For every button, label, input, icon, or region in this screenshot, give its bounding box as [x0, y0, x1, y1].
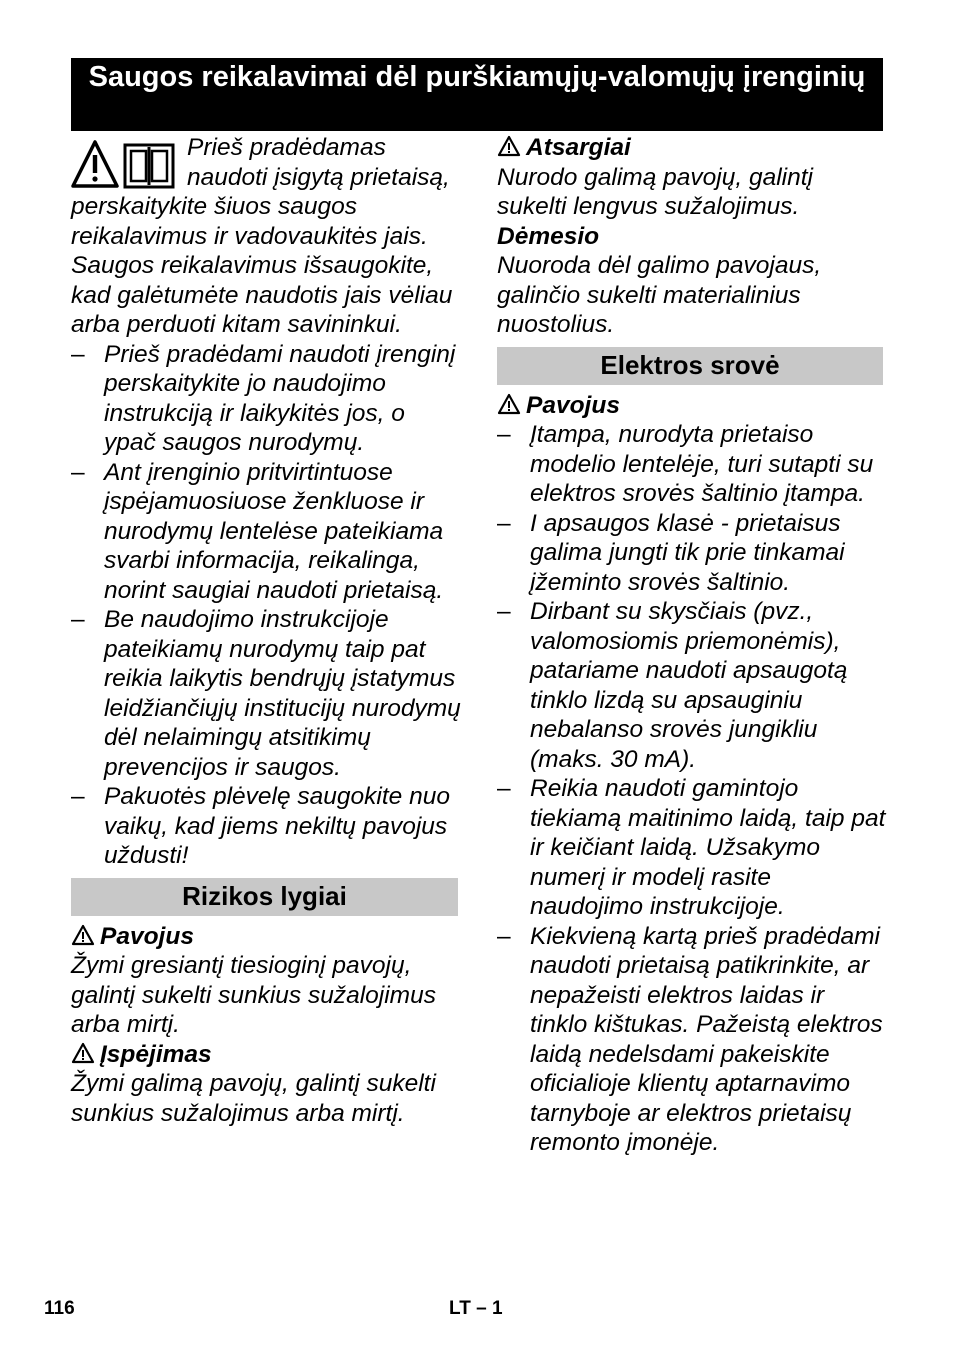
intro-paragraph [71, 133, 461, 340]
left-bullet-list [71, 340, 461, 871]
warning-triangle-icon [497, 393, 521, 415]
electric-current-heading: Elektros srovė [497, 347, 883, 385]
intro-text: Prieš pradėdamas naudoti įsigytą prietaisą, perskaitykite šiuos saugos reikalavimus ir vadovaukitės jais. Saugos reikalavimus išsaugokite, kad galėtumėte naudotis jais vėliau arba perduoti kitam savininkui. [71, 134, 453, 338]
risk-levels-heading: Rizikos lygiai [71, 878, 458, 916]
left-column [71, 133, 461, 1128]
list-item: – Be naudojimo instrukcijoje pateikiamų nurodymų taip pat reikia laikytis bendrųjų įstatymus leidžiančiųjų institucijų nurodymų dėl nelaimingų atsitikimų prevencijos ir saugos. [71, 605, 461, 782]
danger-label [71, 922, 461, 952]
warning-triangle-icon [71, 1042, 95, 1064]
danger-label-text: Pavojus [526, 391, 620, 419]
attention-label: Dėmesio [497, 222, 600, 250]
warning-triangle-icon [497, 135, 521, 157]
warning-label [71, 1040, 461, 1070]
list-item: – I apsaugos klasė - prietaisus galima jungti tik prie tinkamai įžeminto srovės šaltinio. [497, 509, 887, 598]
warning-read-manual-icon [71, 139, 177, 191]
language-code: LT [449, 1298, 471, 1319]
caution-text: Nurodo galimą pavojų, galintį sukelti lengvus sužalojimus. [497, 163, 813, 220]
page-title: Saugos reikalavimai dėl purškiamųjų-valomųjų įrenginių [71, 58, 883, 131]
list-item: – Reikia naudoti gamintojo tiekiamą maitinimo laidą, taip pat ir keičiant laidą. Užsakymo numerį ir modelį rasite naudojimo instrukcijoje. [497, 774, 887, 922]
list-item: – Dirbant su skysčiais (pvz., valomosiomis priemonėmis), patariame naudoti apsaugotą tinklo lizdą su apsauginiu nebalanso srovės jungikliu (maks. 30 mA). [497, 597, 887, 774]
list-item: – Prieš pradėdami naudoti įrenginį perskaitykite jo naudojimo instrukciją ir laikykitės jos, o ypač saugos nurodymų. [71, 340, 461, 458]
list-item: – Įtampa, nurodyta prietaiso modelio lentelėje, turi sutapti su elektros srovės šaltinio įtampa. [497, 420, 887, 509]
caution-label [497, 133, 887, 163]
warning-text: Žymi galimą pavojų, galintį sukelti sunkius sužalojimus arba mirtį. [71, 1070, 436, 1127]
list-item: – Ant įrenginio pritvirtintuose įspėjamuosiuose ženkluose ir nurodymų lentelėse pateikiama svarbi informacija, reikalinga, norint saugiai naudoti prietaisą. [71, 458, 461, 606]
danger-label-text: Pavojus [100, 922, 194, 950]
page-number: 116 [44, 1298, 75, 1319]
caution-label-text: Atsargiai [526, 134, 631, 161]
list-item: – Kiekvieną kartą prieš pradėdami naudoti prietaisą patikrinkite, ar nepažeisti elektros laidas ir tinklo kištukas. Pažeistą elektros laidą nedelsdami pakeiskite oficialioje klientų aptarnavimo tarnyboje ar elektros prietaisų remonto įmonėje. [497, 922, 887, 1158]
danger-text: Žymi gresiantį tiesioginį pavojų, galintį sukelti sunkius sužalojimus arba mirtį. [71, 952, 436, 1038]
right-bullet-list [497, 420, 887, 1158]
list-item: – Pakuotės plėvelę saugokite nuo vaikų, kad jiems nekiltų pavojus uždusti! [71, 782, 461, 871]
warning-label-text: Įspėjimas [100, 1040, 212, 1068]
warning-triangle-icon [71, 924, 95, 946]
attention-text: Nuoroda dėl galimo pavojaus, galinčio sukelti materialinius nuostolius. [497, 252, 822, 338]
footer-language-page [449, 1298, 503, 1320]
right-column [497, 133, 887, 1158]
sub-page-number: – 1 [476, 1298, 503, 1319]
danger-label [497, 391, 887, 421]
